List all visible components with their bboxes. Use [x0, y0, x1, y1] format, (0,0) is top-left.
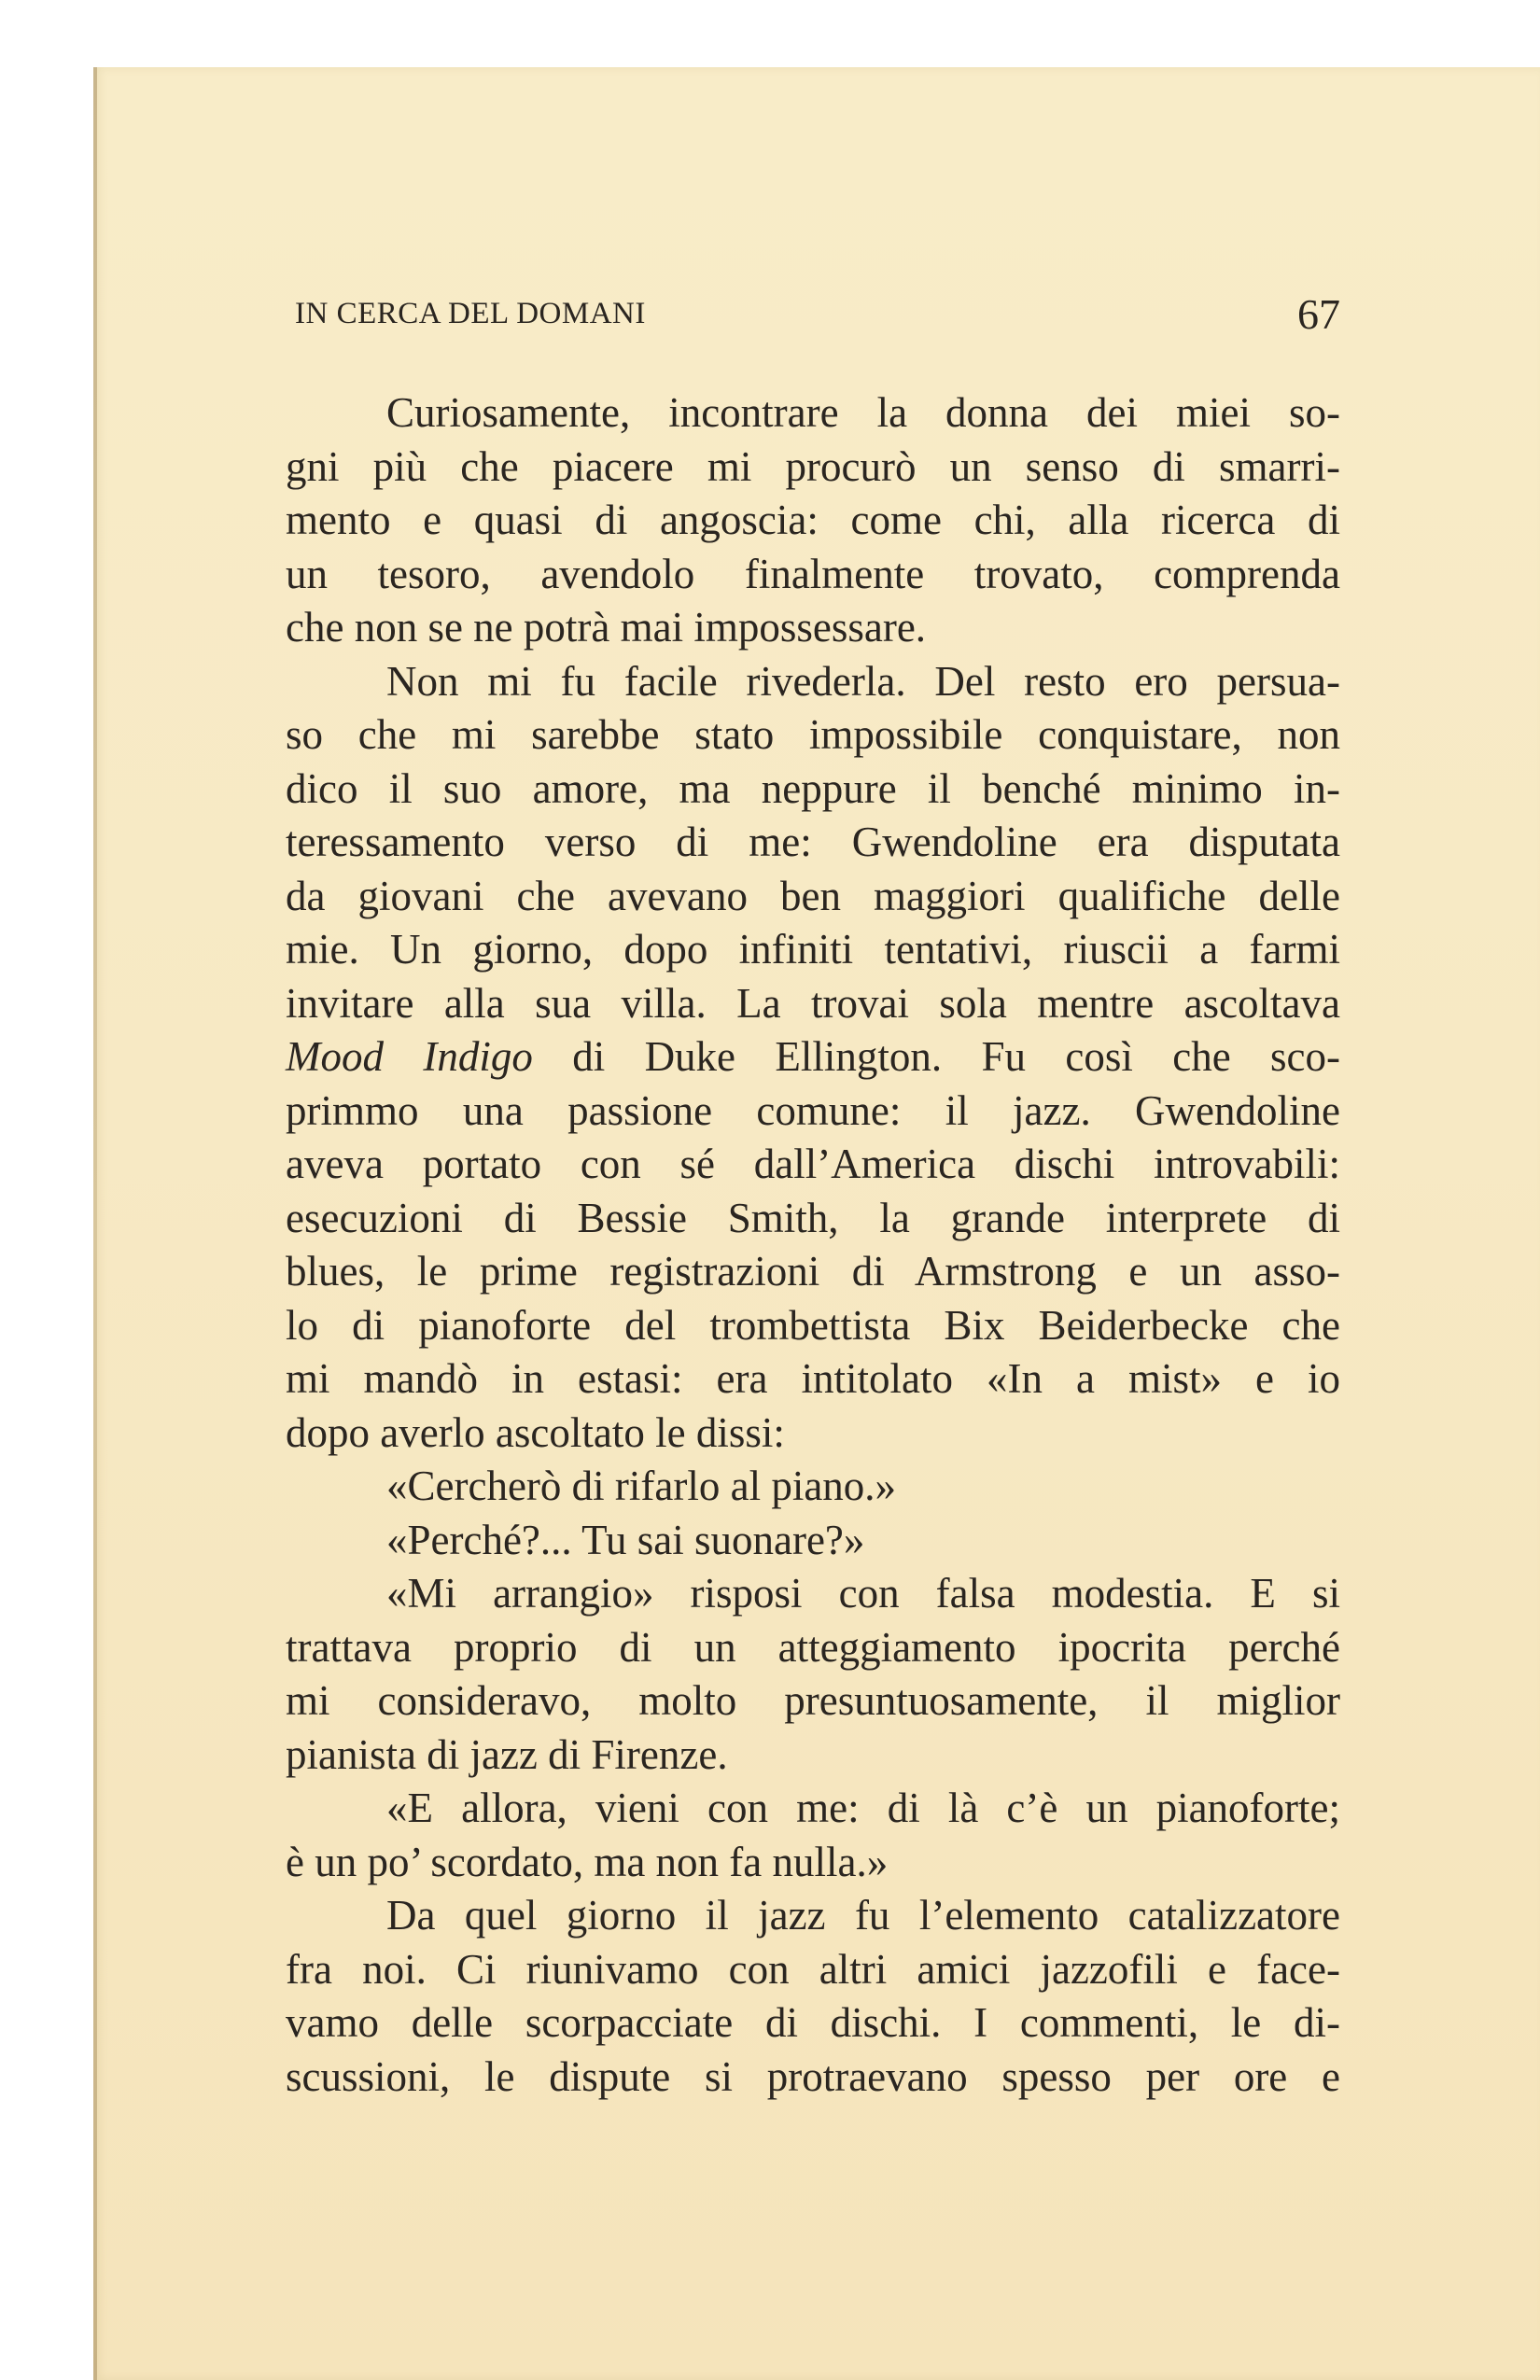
text-line: da giovani che avevano ben maggiori qualifiche delle: [286, 872, 1340, 919]
text-line: teressamento verso di me: Gwendoline era disputata: [286, 819, 1340, 865]
text-line: lo di pianoforte del trombettista Bix Beiderbecke che: [286, 1301, 1340, 1349]
text-line: so che mi sarebbe stato impossibile conquistare, non: [286, 711, 1340, 758]
text-line: è un po’ scordato, ma non fa nulla.»: [286, 1838, 889, 1885]
text-line: mie. Un giorno, dopo infiniti tentativi, riuscii a farmi: [286, 926, 1340, 973]
text-line: esecuzioni di Bessie Smith, la grande interprete di: [286, 1194, 1340, 1241]
text-line: che non se ne potrà mai impossessare.: [286, 604, 927, 651]
dialogue-line: «Mi arrangio» risposi con falsa modestia. E si: [386, 1570, 1340, 1617]
text-line: pianista di jazz di Firenze.: [286, 1730, 728, 1778]
text-line: fra noi. Ci riunivamo con altri amici jazzofili e face-: [286, 1945, 1340, 1993]
text-line: blues, le prime registrazioni di Armstrong e un asso-: [286, 1248, 1340, 1295]
body-text: [286, 386, 1340, 2104]
text-line: trattava proprio di un atteggiamento ipocrita perché: [286, 1623, 1340, 1671]
dialogue-line: «E allora, vieni con me: di là c’è un pianoforte;: [386, 1785, 1340, 1831]
text-line: dopo averlo ascoltato le dissi:: [286, 1408, 785, 1456]
page-number: 67: [1297, 290, 1340, 338]
song-title: Mood Indigo: [286, 1033, 533, 1080]
dialogue-line: «Cercherò di rifarlo al piano.»: [386, 1463, 897, 1509]
text-line: un tesoro, avendolo finalmente trovato, comprenda: [286, 550, 1340, 597]
text-line: mi consideravo, molto presuntuosamente, il miglior: [286, 1677, 1340, 1724]
text-line-with-title: [286, 1030, 1340, 1085]
text-line: mento e quasi di angoscia: come chi, alla ricerca di: [286, 497, 1340, 543]
text-line: vamo delle scorpacciate di dischi. I commenti, le di-: [286, 1999, 1340, 2046]
text-line: primmo una passione comune: il jazz. Gwendoline: [286, 1086, 1340, 1134]
running-head: [295, 290, 1340, 343]
text-line: gni più che piacere mi procurò un senso di smarri-: [286, 442, 1340, 490]
text-line: Non mi fu facile rivederla. Del resto ero persua-: [386, 657, 1340, 705]
running-title: IN CERCA DEL DOMANI: [295, 297, 646, 330]
text-line-rest: di Duke Ellington. Fu così che sco-: [572, 1033, 1340, 1080]
text-line: aveva portato con sé dall’America dischi introvabili:: [286, 1141, 1340, 1187]
text-line: mi mandò in estasi: era intitolato «In a mist» e io: [286, 1355, 1340, 1402]
text-line: scussioni, le dispute si protraevano spesso per ore e: [286, 2052, 1340, 2100]
text-line: invitare alla sua villa. La trovai sola mentre ascoltava: [286, 979, 1340, 1027]
page-edge: [93, 67, 97, 2380]
dialogue-line: «Perché?... Tu sai suonare?»: [386, 1516, 865, 1563]
text-line: dico il suo amore, ma neppure il benché minimo in-: [286, 764, 1340, 812]
text-line: Curiosamente, incontrare la donna dei miei so-: [386, 389, 1340, 436]
text-line: Da quel giorno il jazz fu l’elemento catalizzatore: [386, 1892, 1340, 1939]
